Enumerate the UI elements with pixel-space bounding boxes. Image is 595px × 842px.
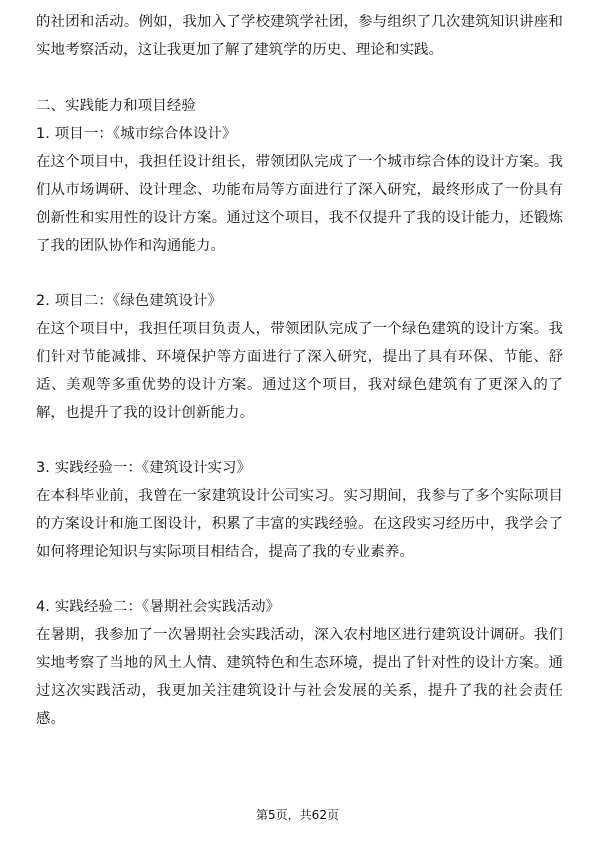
item-heading-1: 1. 项目一：《城市综合体设计》 [36, 126, 237, 142]
item-body-1: 在这个项目中，我担任设计组长，带领团队完成了一个城市综合体的设计方案。我们从市场调研、设计理念、功能布局等方面进行了深入研究，最终形成了一份具有创新性和实用性的设计方案。通过这个项目，我不仅提升了我的设计能力，还锻炼了我的团队协作和沟通能力。 [36, 154, 563, 254]
page-number-footer: 第5页，共62页 [256, 808, 339, 822]
intro-paragraph: 的社团和活动。例如，我加入了学校建筑学社团，参与组织了几次建筑知识讲座和实地考察活动，这让我更加了解了建筑学的历史、理论和实践。 [36, 14, 563, 58]
document-content [36, 8, 563, 733]
spacer [36, 260, 563, 287]
item-body-2: 在这个项目中，我担任项目负责人，带领团队完成了一个绿色建筑的设计方案。我们针对节能减排、环境保护等方面进行了深入研究，提出了具有环保、节能、舒适、美观等多重优势的设计方案。通过这个项目，我对绿色建筑有了更深入的了解，也提升了我的设计创新能力。 [36, 321, 563, 421]
item-heading-2: 2. 项目二：《绿色建筑设计》 [36, 293, 223, 309]
section-title: 二、实践能力和项目经验 [36, 98, 196, 114]
item-body-3: 在本科毕业前，我曾在一家建筑设计公司实习。实习期间，我参与了多个实际项目的方案设计和施工图设计，积累了丰富的实践经验。在这段实习经历中，我学会了如何将理论知识与实际项目相结合，提高了我的专业素养。 [36, 488, 563, 560]
item-heading-4: 4. 实践经验二：《暑期社会实践活动》 [36, 599, 281, 615]
item-body-4: 在暑期，我参加了一次暑期社会实践活动，深入农村地区进行建筑设计调研。我们实地考察了当地的风土人情、建筑特色和生态环境，提出了针对性的设计方案。通过这次实践活动，我更加关注建筑设计与社会发展的关系，提升了我的社会责任感。 [36, 627, 563, 727]
spacer [36, 64, 563, 92]
item-heading-3: 3. 实践经验一：《建筑设计实习》 [36, 460, 252, 476]
spacer [36, 566, 563, 593]
spacer [36, 427, 563, 454]
